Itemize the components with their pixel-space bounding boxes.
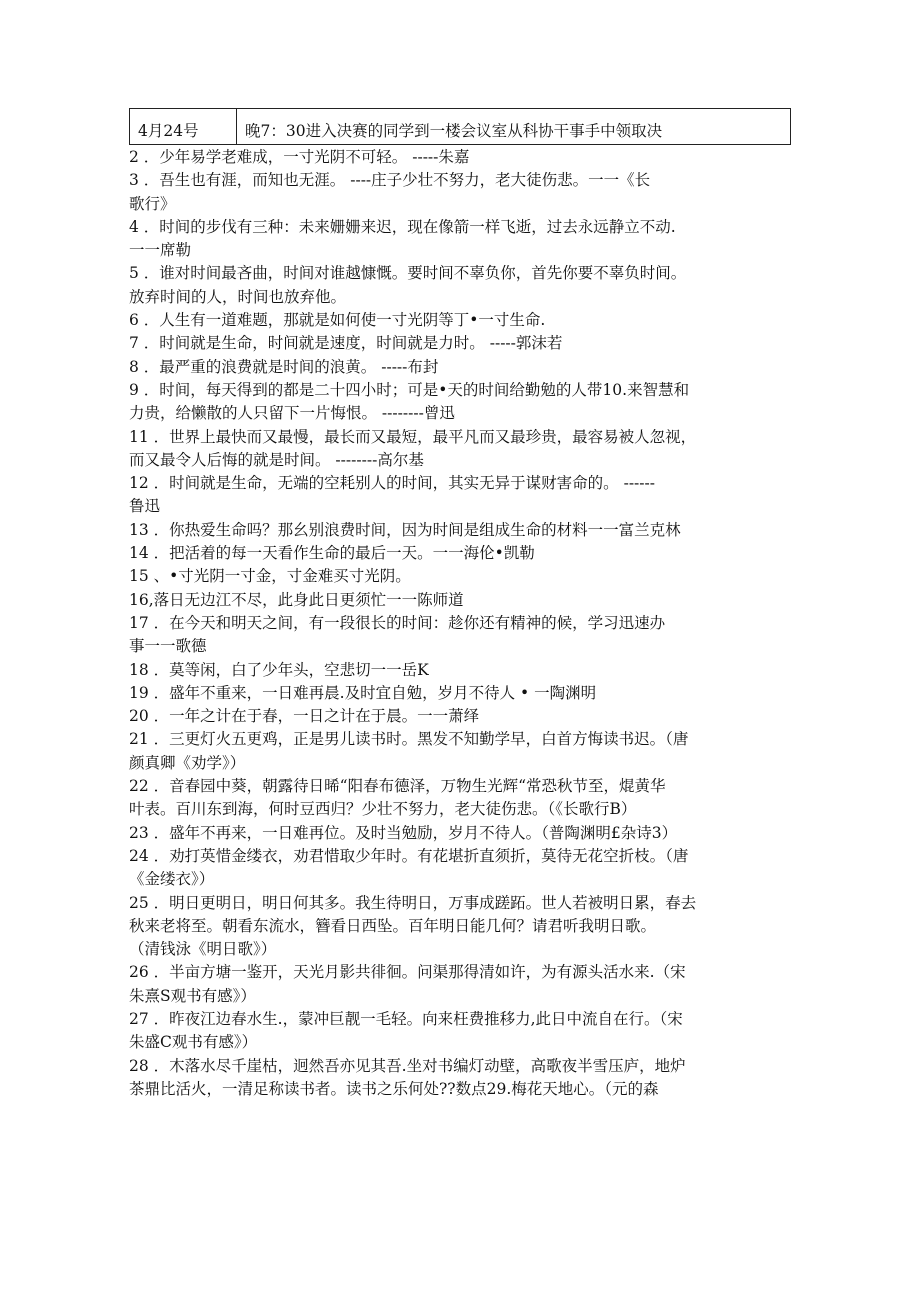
quotes-body (129, 146, 801, 1101)
text-line: 一一席勒 (129, 241, 192, 260)
text-line: 20 ．一年之计在于春，一日之计在于晨。一一萧绎 (129, 707, 480, 726)
text-line: 朱熹S观书有感》） (129, 986, 256, 1005)
text-line: 秋来老将至。朝看东流水，簪看日西坠。百年明日能几何？请君听我明日歌。 (129, 916, 657, 935)
text-line: 15 、•寸光阴一寸金，寸金难买寸光阴。 (129, 567, 411, 586)
text-line: 24 ．劝打英惜金缕衣，劝君惜取少年时。有花堪折直须折，莫待无花空折枝。（唐 (129, 846, 689, 865)
text-line: 9 ．时间，每天得到的都是二十四小时；可是•天的时间给勤勉的人带10.来智慧和 (129, 380, 690, 399)
note-cell: 晚7：30进入决赛的同学到一楼会议室从科协干事手中领取决 (237, 109, 791, 145)
text-line: 4 ．时间的步伐有三种：未来姗姗来迟，现在像箭一样飞逝，过去永远静立不动. (129, 217, 676, 236)
text-line: 朱盛C观书有感》） (129, 1033, 258, 1052)
text-line: 2 ．少年易学老难成，一寸光阴不可轻。 -----朱嘉 (129, 148, 470, 166)
text-line: 放弃时间的人，时间也放弃他。 (129, 287, 347, 306)
text-line: 而又最令人后悔的就是时间。 --------高尔基 (129, 450, 424, 469)
text-line: 21 ．三更灯火五更鸡，正是男儿读书时。黑发不知勤学早，白首方悔读书迟。（唐 (129, 730, 689, 749)
text-line: 8 ．最严重的浪费就是时间的浪黄。 -----布封 (129, 357, 439, 376)
text-line: 歌行》 (129, 194, 176, 213)
text-line: 事一一歌德 (129, 637, 207, 656)
text-line: 3 ．吾生也有涯，而知也无涯。 ----庄子少壮不努力，老大徒伤悲。一一《长 (129, 171, 651, 190)
text-line: 5 ．谁对时间最吝曲，时间对谁越慷慨。要时间不辜负你，首先你要不辜负时间。 (129, 264, 687, 283)
text-line: 19 ．盛年不重来，一日难再晨.及时宜自勉，岁月不待人 • 一陶渊明 (129, 683, 597, 702)
text-line: 12 ．时间就是生命，无端的空耗别人的时间，其实无异于谋财害命的。 ------ (129, 474, 656, 493)
text-line: 茶鼎比活火，一清足称读书者。读书之乐何处??数点29.梅花天地心。（元的森 (129, 1079, 659, 1098)
text-line: 26 ．半亩方塘一鉴开，天光月影共徘徊。问渠那得清如许，为有源头活水来.（宋 (129, 963, 686, 982)
text-line: 18 ．莫等闲，白了少年头，空悲切一一岳K (129, 660, 429, 679)
text-line: 叶表。百川东到海，何时豆西归？少壮不努力，老大徒伤悲。（《长歌行B） (129, 800, 637, 819)
text-line: 27 ．昨夜江边春水生.，蒙冲巨靓一毛轻。向来枉费推移力,此日中流自在行。（宋 (129, 1009, 683, 1028)
text-line: 力贵，给懒散的人只留下一片悔恨。 --------曾迅 (129, 404, 455, 423)
text-line: 28 ．木落水尽千崖枯，迥然吾亦见其吾.坐对书编灯动壁，高歌夜半雪压庐，地炉 (129, 1056, 686, 1075)
text-line: （清钱泳《明日歌》） (129, 940, 277, 959)
text-line: 11 ．世界上最快而又最慢，最长而又最短，最平凡而又最珍贵，最容易被人忽视， (129, 427, 697, 446)
text-line: 13 ．你热爱生命吗？那幺别浪费时间，因为时间是组成生命的材料一一富兰克林 (129, 520, 681, 539)
text-line: 6 ．人生有一道难题，那就是如何使一寸光阴等丁•一寸生命. (129, 311, 546, 330)
text-line: 22 ．音春园中葵，朝露待日晞“阳春布德泽，万物生光辉“常恐秋节至，焜黄华 (129, 777, 666, 796)
text-line: 25 ．明日更明日，明日何其多。我生待明日，万事成蹉跖。世人若被明日累，春去 (129, 893, 697, 912)
table-row (130, 109, 791, 145)
text-line: 14 ．把活着的每一天看作生命的最后一天。一一海伦•凯勒 (129, 544, 535, 563)
text-line: 颜真卿《劝学》） (129, 753, 246, 772)
text-line: 23 ．盛年不再来，一日难再位。及时当勉励，岁月不待人。（普陶渊明£杂诗3） (129, 823, 678, 842)
text-line: 17 ．在今天和明天之间，有一段很长的时间：趁你还有精神的候，学习迅速办 (129, 613, 666, 632)
text-line: 《金缕衣》） (129, 870, 215, 889)
schedule-table (129, 108, 791, 145)
date-cell: 4月24号 (130, 109, 237, 145)
text-line: 鲁迅 (129, 497, 161, 516)
text-line: 7 ．时间就是生命，时间就是速度，时间就是力时。 -----郭沫若 (129, 334, 563, 353)
text-line: 16,落日无边江不尽，此身此日更须忙一一陈师道 (129, 590, 464, 609)
